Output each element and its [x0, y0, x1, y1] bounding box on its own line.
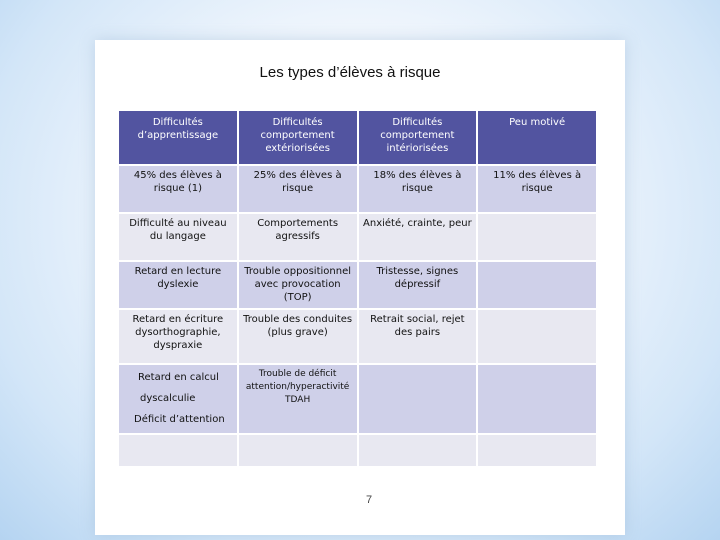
table-cell: Tristesse, signes dépressif: [358, 261, 478, 309]
line-gap: [122, 384, 234, 392]
page-number: 7: [366, 494, 373, 506]
table-cell-calcul: [118, 364, 238, 434]
table-row: [118, 261, 597, 309]
table-cell: Trouble de déficit attention/hyperactivité TDAH: [238, 364, 358, 434]
header-cell: Difficultés comportement extériorisées: [238, 110, 358, 165]
table-cell: [477, 261, 597, 309]
header-cell: Peu motivé: [477, 110, 597, 165]
table-cell: Difficulté au niveau du langage: [118, 213, 238, 261]
table-cell: Trouble oppositionnel avec provocation (TOP): [238, 261, 358, 309]
table-cell: [477, 213, 597, 261]
table-cell: Anxiété, crainte, peur: [358, 213, 478, 261]
table-cell: Retrait social, rejet des pairs: [358, 309, 478, 364]
table-cell: 25% des élèves à risque: [238, 165, 358, 213]
table-cell: [238, 434, 358, 467]
table-header-row: [118, 110, 597, 165]
calcul-line: Déficit d’attention: [134, 414, 225, 425]
table-cell: [477, 434, 597, 467]
table-row: [118, 213, 597, 261]
table-cell: Retard en lecture dyslexie: [118, 261, 238, 309]
table-cell: 11% des élèves à risque: [477, 165, 597, 213]
table-row: [118, 364, 597, 434]
table-cell: [477, 309, 597, 364]
header-cell: Difficultés d’apprentissage: [118, 110, 238, 165]
header-cell: Difficultés comportement intériorisées: [358, 110, 478, 165]
risk-table: [117, 109, 598, 468]
table-cell: Comportements agressifs: [238, 213, 358, 261]
table-row: [118, 165, 597, 213]
table-cell: [118, 434, 238, 467]
table-cell: Trouble des conduites (plus grave): [238, 309, 358, 364]
table-cell: 45% des élèves à risque (1): [118, 165, 238, 213]
table-cell: [477, 364, 597, 434]
slide-title: Les types d’élèves à risque: [259, 64, 441, 81]
table-row: [118, 434, 597, 467]
calcul-line: Retard en calcul: [138, 372, 219, 383]
table-cell: Retard en écriture dysorthographie, dyspraxie: [118, 309, 238, 364]
line-gap: [122, 405, 234, 413]
table-cell: 18% des élèves à risque: [358, 165, 478, 213]
calcul-line: dyscalculie: [140, 393, 196, 404]
table-cell: [358, 434, 478, 467]
table-row: [118, 309, 597, 364]
table-cell: [358, 364, 478, 434]
